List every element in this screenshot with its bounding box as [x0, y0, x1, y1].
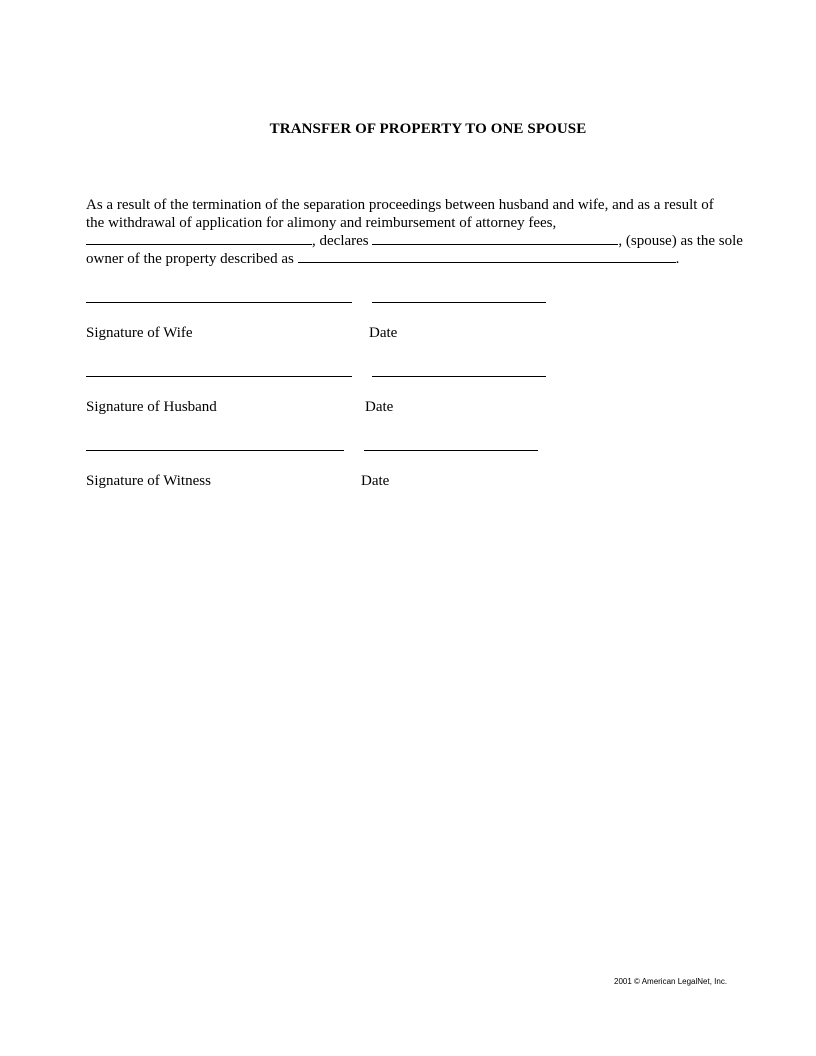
end-period: .: [675, 251, 680, 267]
witness-signature-line[interactable]: [86, 450, 344, 451]
name-blank[interactable]: [86, 232, 312, 245]
document-title: TRANSFER OF PROPERTY TO ONE SPOUSE: [269, 121, 587, 137]
husband-signature-line[interactable]: [86, 376, 352, 377]
wife-date-label: Date: [369, 325, 398, 341]
paragraph-line-4: [86, 250, 679, 268]
wife-signature-label: Signature of Wife: [86, 325, 193, 341]
witness-date-line[interactable]: [364, 450, 538, 451]
paragraph-line-3: [86, 232, 743, 250]
spouse-text: , (spouse) as the sole: [618, 233, 743, 249]
owner-text: owner of the property described as: [86, 251, 294, 267]
witness-signature-label: Signature of Witness: [86, 473, 211, 489]
husband-date-line[interactable]: [372, 376, 546, 377]
witness-date-label: Date: [361, 473, 390, 489]
husband-signature-label: Signature of Husband: [86, 399, 217, 415]
copyright-footer: 2001 © American LegalNet, Inc.: [614, 977, 728, 986]
property-description-blank[interactable]: [298, 250, 676, 263]
declares-text: , declares: [312, 233, 369, 249]
paragraph-line-1: As a result of the termination of the separation proceedings between husband and wife, and as a result of: [86, 197, 714, 213]
wife-date-line[interactable]: [372, 302, 546, 303]
wife-signature-line[interactable]: [86, 302, 352, 303]
spouse-name-blank[interactable]: [372, 232, 618, 245]
husband-date-label: Date: [365, 399, 394, 415]
paragraph-line-2: the withdrawal of application for alimony and reimbursement of attorney fees,: [86, 215, 557, 231]
